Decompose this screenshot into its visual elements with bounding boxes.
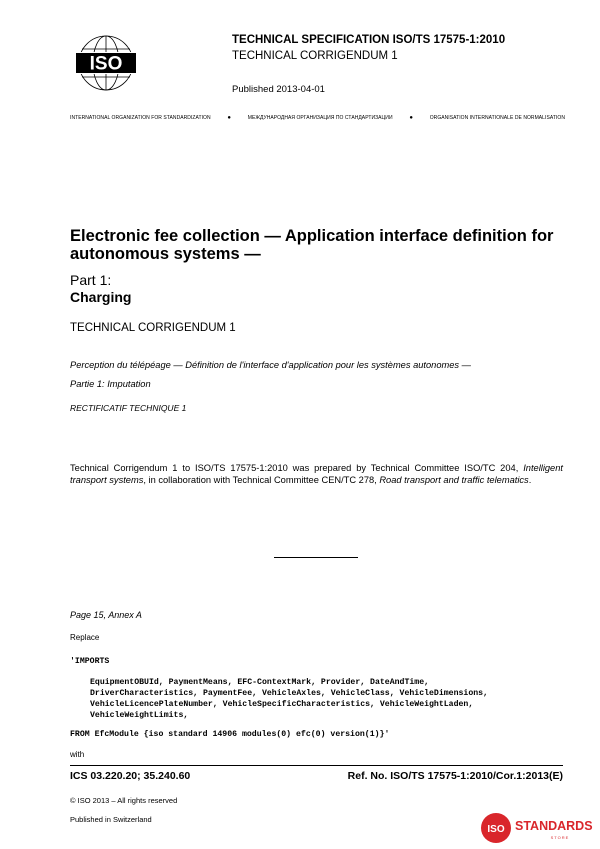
- bullet-separator: ●: [227, 115, 232, 121]
- intro-text-1: Technical Corrigendum 1 to ISO/TS 17575-1:2010 was prepared by Technical Committee ISO/TC 204,: [70, 463, 524, 473]
- french-part: Partie 1: Imputation: [70, 379, 151, 389]
- part-name: Charging: [70, 289, 132, 305]
- code-from-clause: FROM EfcModule {iso standard 14906 modules(0) efc(0) version(1)}': [70, 730, 390, 739]
- corrigendum-title: TECHNICAL CORRIGENDUM 1: [70, 322, 236, 334]
- reference-number: Ref. No. ISO/TS 17575-1:2010/Cor.1:2013(E): [347, 770, 563, 782]
- code-imports: 'IMPORTS: [70, 657, 110, 666]
- french-title: Perception du télépéage — Définition de l'interface d'application pour les systèmes autonomes —: [70, 360, 471, 370]
- intro-text-2: , in collaboration with Technical Committee CEN/TC 278,: [143, 475, 380, 486]
- with-label: with: [70, 750, 85, 759]
- french-rectificatif: RECTIFICATIF TECHNIQUE 1: [70, 403, 187, 413]
- document-title: Electronic fee collection — Application interface definition for autonomous systems —: [70, 227, 554, 263]
- corrigendum-header: TECHNICAL CORRIGENDUM 1: [232, 50, 398, 62]
- replace-label: Replace: [70, 633, 100, 642]
- part-label: Part 1:: [70, 272, 112, 288]
- org-name-en: INTERNATIONAL ORGANIZATION FOR STANDARDIZATION: [70, 115, 211, 121]
- footer-rule: [70, 765, 563, 766]
- organization-names: [70, 115, 565, 121]
- intro-text-3: .: [528, 475, 532, 486]
- separator-line: [274, 557, 358, 558]
- ics-codes: ICS 03.220.20; 35.240.60: [70, 770, 191, 782]
- org-name-ru: МЕЖДУНАРОДНАЯ ОРГАНИЗАЦИЯ ПО СТАНДАРТИЗАЦИИ: [247, 115, 393, 121]
- tc278-name: Road transport and traffic telematics: [379, 475, 529, 486]
- org-name-fr: ORGANISATION INTERNATIONALE DE NORMALISATION: [429, 115, 565, 121]
- spec-title: TECHNICAL SPECIFICATION ISO/TS 17575-1:2010: [232, 34, 506, 46]
- tc204-name: Intelligent transport systems: [70, 463, 563, 486]
- badge-store-text: STORE: [550, 835, 570, 840]
- bullet-separator: ●: [409, 115, 413, 121]
- iso-logo: [70, 34, 142, 92]
- copyright-notice: © ISO 2013 – All rights reserved: [70, 796, 178, 805]
- published-in: Published in Switzerland: [70, 815, 152, 824]
- badge-standards-text: STANDARDS: [515, 819, 593, 833]
- code-import-list: EquipmentOBUId, PaymentMeans, EFC-ContextMark, Provider, DateAndTime, DriverCharacteristics, PaymentFee, VehicleAxles, VehicleClass, VehicleDimensions, VehicleLicencePlateNumber, VehicleSpecificCharacteristics, VehicleWeightLaden, VehicleWeightLimits,: [90, 678, 488, 720]
- intro-paragraph: [70, 462, 563, 486]
- badge-iso-text: ISO: [487, 824, 505, 835]
- svg-text:ISO: ISO: [89, 53, 123, 75]
- page-reference: Page 15, Annex A: [70, 610, 142, 620]
- iso-standards-store-badge[interactable]: [480, 812, 596, 844]
- published-date: Published 2013-04-01: [232, 84, 325, 95]
